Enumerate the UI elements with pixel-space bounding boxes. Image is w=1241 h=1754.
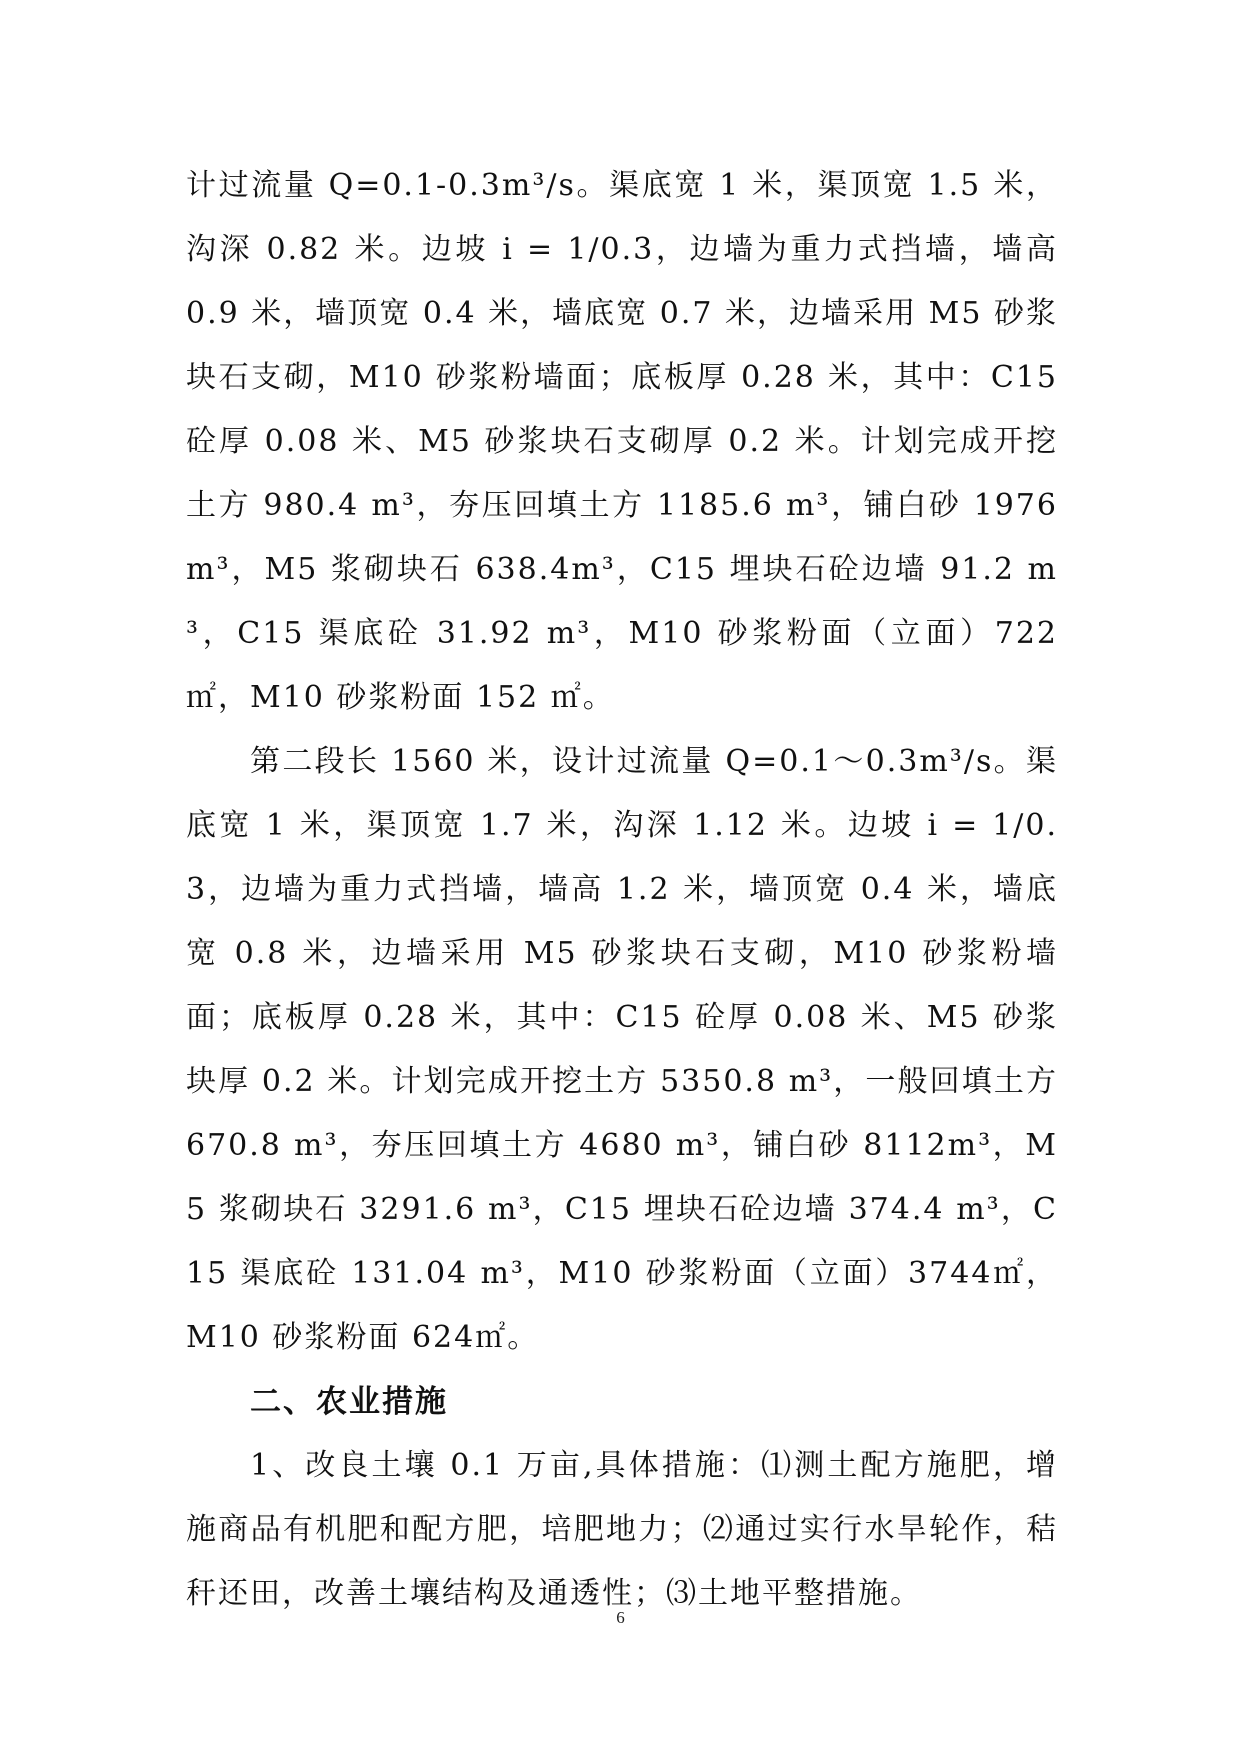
- page-number: 6: [616, 1608, 625, 1627]
- section-heading-agricultural-measures: 二、农业措施: [250, 1384, 448, 1420]
- paragraph-first-section-continued: 计过流量 Q=0.1-0.3m³/s。渠底宽 1 米，渠顶宽 1.5 米，沟深 0.82 米。边坡 i = 1/0.3，边墙为重力式挡墙，墙高 0.9 米，墙顶宽 0.4 米，墙底宽 0.7 米，边墙采用 M5 砂浆块石支砌，M10 砂浆粉墙面；底板厚 0.28 米，其中：C15 砼厚 0.08 米、M5 砂浆块石支砌厚 0.2 米。计划完成开挖土方 980.4 m³，夯压回填土方 1185.6 m³，铺白砂 1976m³，M5 浆砌块石 638.4m³，C15 埋块石砼边墙 91.2 m³，C15 渠底砼 31.92 m³，M10 砂浆粉面（立面）722㎡，M10 砂浆粉面 152 ㎡。: [186, 168, 1058, 715]
- paragraph-soil-improvement: 1、改良土壤 0.1 万亩,具体措施：⑴测土配方施肥，增施商品有机肥和配方肥，培肥地力；⑵通过实行水旱轮作，秸秆还田，改善土壤结构及通透性；⑶土地平整措施。: [186, 1448, 1058, 1611]
- page-body: [186, 154, 1058, 1626]
- paragraph-second-section: 第二段长 1560 米，设计过流量 Q=0.1～0.3m³/s。渠底宽 1 米，渠顶宽 1.7 米，沟深 1.12 米。边坡 i = 1/0.3，边墙为重力式挡墙，墙高 1.2 米，墙顶宽 0.4 米，墙底宽 0.8 米，边墙采用 M5 砂浆块石支砌，M10 砂浆粉墙面；底板厚 0.28 米，其中：C15 砼厚 0.08 米、M5 砂浆块厚 0.2 米。计划完成开挖土方 5350.8 m³，一般回填土方 670.8 m³，夯压回填土方 4680 m³，铺白砂 8112m³，M5 浆砌块石 3291.6 m³，C15 埋块石砼边墙 374.4 m³，C15 渠底砼 131.04 m³，M10 砂浆粉面（立面）3744㎡，M10 砂浆粉面 624㎡。: [186, 744, 1058, 1355]
